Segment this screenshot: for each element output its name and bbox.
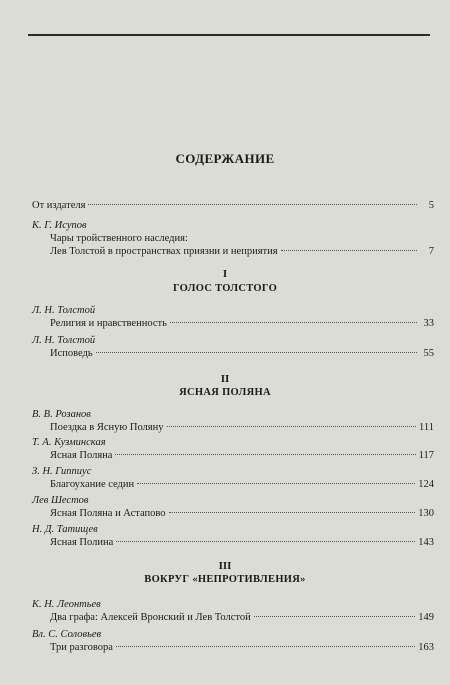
toc-entry xyxy=(32,628,434,654)
page-number: 111 xyxy=(419,422,434,433)
entry-title: Ясная Поляна и Астапово xyxy=(50,508,166,519)
entry-title-line: Лев Толстой в пространствах приязни и неприятия xyxy=(50,246,278,257)
toc-entry xyxy=(32,334,434,360)
page-number: 143 xyxy=(418,537,434,548)
page-number: 130 xyxy=(418,508,434,519)
dot-leader xyxy=(167,426,417,427)
entry-author: Лев Шестов xyxy=(32,495,89,506)
top-rule xyxy=(28,34,430,36)
dot-leader xyxy=(137,483,415,484)
dot-leader xyxy=(116,541,415,542)
dot-leader xyxy=(169,512,416,513)
section-number: I xyxy=(222,268,228,280)
toc-entry xyxy=(32,408,434,434)
entry-title-line: Чары тройственного наследия: xyxy=(50,233,188,244)
dot-leader xyxy=(170,322,417,323)
entry-author: Л. Н. Толстой xyxy=(32,305,96,316)
toc-entry-publisher xyxy=(32,199,434,212)
dot-leader xyxy=(96,352,417,353)
entry-title: Ясная Полина xyxy=(50,537,114,548)
page-number: 7 xyxy=(428,246,434,257)
entry-author: Т. А. Кузминская xyxy=(32,437,106,448)
entry-title: Религия и нравственность xyxy=(50,318,167,329)
entry-author: З. Н. Гиппиус xyxy=(32,466,92,477)
page-number: 117 xyxy=(418,450,434,461)
toc-entry-intro xyxy=(32,219,434,258)
toc-entry xyxy=(32,598,434,624)
entry-title: От издателя xyxy=(32,200,86,211)
page-number: 5 xyxy=(428,200,434,211)
entry-title: Три разговора xyxy=(50,642,113,653)
entry-title: Два графа: Алексей Вронский и Лев Толстой xyxy=(50,612,251,623)
entry-author: Л. Н. Толстой xyxy=(32,335,96,346)
entry-author: К. Н. Леонтьев xyxy=(32,599,101,610)
dot-leader xyxy=(88,204,417,205)
entry-author: В. В. Розанов xyxy=(32,409,91,420)
toc-entry xyxy=(32,523,434,549)
entry-author: К. Г. Исупов xyxy=(32,220,87,231)
page-title: СОДЕРЖАНИЕ xyxy=(175,151,275,166)
entry-author: Вл. С. Соловьев xyxy=(32,629,102,640)
toc-entry xyxy=(32,436,434,462)
entry-title: Поездка в Ясную Поляну xyxy=(50,422,164,433)
toc-entry xyxy=(32,494,434,520)
toc-entry xyxy=(32,304,434,330)
entry-title: Исповедь xyxy=(50,348,93,359)
entry-title: Благоухание седин xyxy=(50,479,135,490)
dot-leader xyxy=(116,646,415,647)
toc-entry xyxy=(32,465,434,491)
dot-leader xyxy=(281,250,417,251)
page-number: 163 xyxy=(418,642,434,653)
dot-leader xyxy=(115,454,415,455)
page-number: 124 xyxy=(418,479,434,490)
page-number: 149 xyxy=(418,612,434,623)
section-title: ВОКРУГ «НЕПРОТИВЛЕНИЯ» xyxy=(144,574,306,585)
section-title: ГОЛОС ТОЛСТОГО xyxy=(172,283,278,294)
page-number: 55 xyxy=(423,348,434,359)
page-number: 33 xyxy=(423,318,434,329)
section-title: ЯСНАЯ ПОЛЯНА xyxy=(179,387,271,398)
entry-author: Н. Д. Татищев xyxy=(32,524,98,535)
entry-title: Ясная Поляна xyxy=(50,450,113,461)
section-number: III xyxy=(218,560,232,572)
section-number: II xyxy=(220,373,230,385)
dot-leader xyxy=(254,616,416,617)
